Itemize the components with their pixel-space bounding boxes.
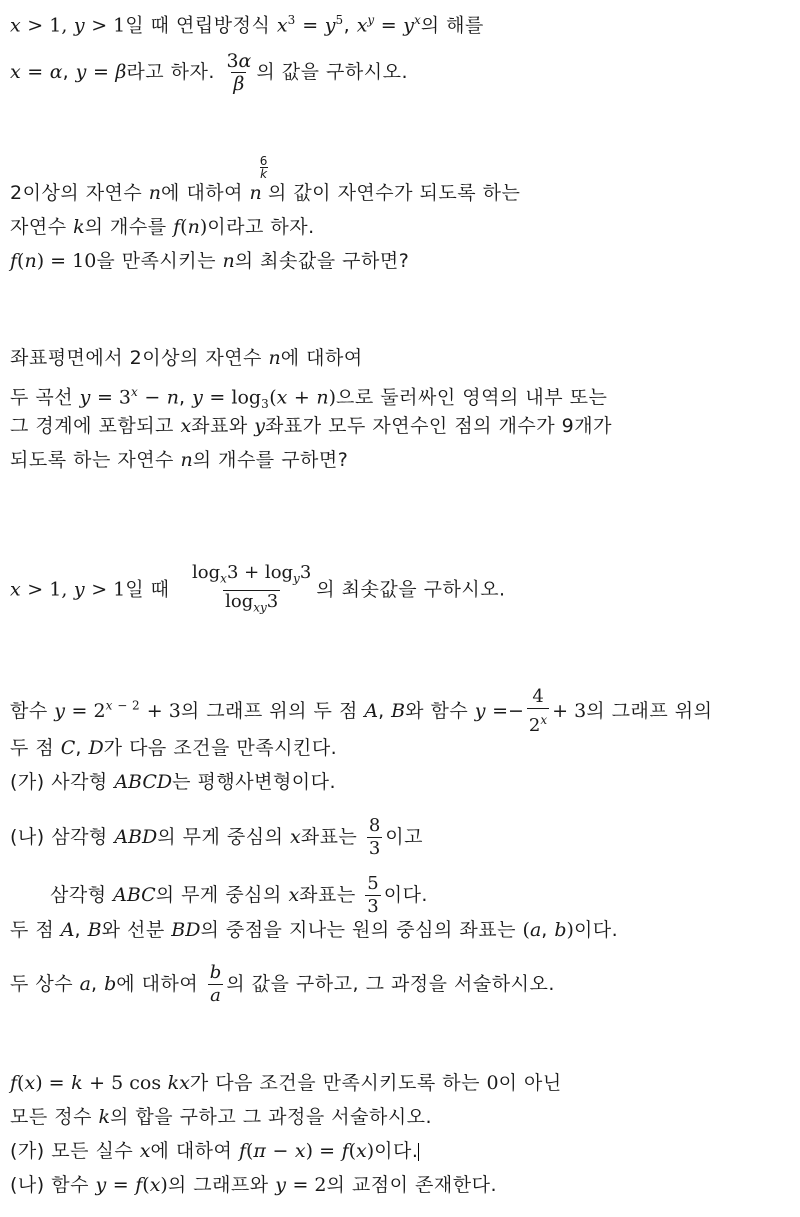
problem-6-line-1: f(x) = k + 5 cos kx가 다음 조건을 만족시키도록 하는 0이 아닌 bbox=[10, 1072, 562, 1094]
fraction-8-over-3: $\frac{8}{3}$ bbox=[368, 815, 381, 859]
problem-3-line-2: 두 곡선 $y = 3^x - n$, $y = \log_3(x + n)$으로 둘러싸인 영역의 내부 또는 bbox=[10, 385, 608, 412]
fraction-3alpha-over-beta: $\frac{3\alpha}{\beta}$ bbox=[226, 50, 252, 95]
fraction-b-over-a: $\frac{b}{a}$ bbox=[209, 962, 222, 1006]
problem-5-condition-ga: (가) 사각형 ABCD는 평행사변형이다. bbox=[10, 771, 337, 793]
fraction-5-over-3: $\frac{5}{3}$ bbox=[367, 873, 379, 917]
problem-5-condition-na: (나) 삼각형 ABD의 무게 중심의 x좌표는 $\frac{8}{3}$ 이고 bbox=[10, 815, 423, 859]
problem-1-line-2: x = α, y = β라고 하자. $\frac{3\alpha}{\beta}$ 의 값을 구하시오. bbox=[10, 50, 408, 95]
problem-2-line-2: 자연수 k의 개수를 f(n)이라고 하자. bbox=[10, 216, 315, 238]
problem-2-line-1: 2이상의 자연수 n에 대하여 n $\frac{6}{k}$ 의 값이 자연수가 되도록 하는 bbox=[10, 154, 521, 204]
problem-3-line-1: 좌표평면에서 2이상의 자연수 n에 대하여 bbox=[10, 347, 363, 369]
problem-1-line-1: x > 1, y > 1일 때 연립방정식 $x^3 = y^5$, $x^y = y^x$의 해를 bbox=[10, 13, 484, 37]
text-cursor bbox=[418, 1143, 419, 1161]
problem-3-line-4: 되도록 하는 자연수 n의 개수를 구하면? bbox=[10, 449, 349, 471]
problem-2-line-3: f(n) = 10을 만족시키는 n의 최솟값을 구하면? bbox=[10, 250, 410, 272]
problem-5-line-1: 함수 $y = 2^{x - 2} + 3$의 그래프 위의 두 점 A, B와 함수 y =− $\frac{4}{2^x}$ + 3의 그래프 위의 bbox=[10, 686, 713, 736]
fraction-log-ratio: $\frac{\log_x3 + \log_y3}{\log_{xy}3}$ bbox=[190, 562, 313, 618]
problem-5-line-6: 두 점 A, B와 선분 BD의 중점을 지나는 원의 중심의 좌표는 (a, b)이다. bbox=[10, 919, 619, 941]
problem-5-line-7: 두 상수 a, b에 대하여 $\frac{b}{a}$ 의 값을 구하고, 그 과정을 서술하시오. bbox=[10, 962, 555, 1006]
problem-3-line-3: 그 경계에 포함되고 x좌표와 y좌표가 모두 자연수인 점의 개수가 9개가 bbox=[10, 415, 612, 437]
problem-5-condition-na-2: 삼각형 ABC의 무게 중심의 x좌표는 $\frac{5}{3}$ 이다. bbox=[50, 873, 428, 917]
exponent-6-over-k: $\frac{6}{k}$ bbox=[259, 154, 268, 181]
problem-6-condition-na: (나) 함수 y = f(x)의 그래프와 y = 2의 교점이 존재한다. bbox=[10, 1174, 497, 1196]
problem-5-line-2: 두 점 C, D가 다음 조건을 만족시킨다. bbox=[10, 737, 338, 759]
fraction-4-over-2x: $\frac{4}{2^x}$ bbox=[528, 686, 548, 736]
problem-4-line-1: x > 1, y > 1일 때 $\frac{\log_x3 + \log_y3}{\log_{xy}3}$ 의 최솟값을 구하시오. bbox=[10, 562, 506, 618]
problem-6-line-2: 모든 정수 k의 합을 구하고 그 과정을 서술하시오. bbox=[10, 1106, 433, 1128]
problem-6-condition-ga: (가) 모든 실수 x에 대하여 f(π − x) = f(x)이다. bbox=[10, 1140, 419, 1162]
